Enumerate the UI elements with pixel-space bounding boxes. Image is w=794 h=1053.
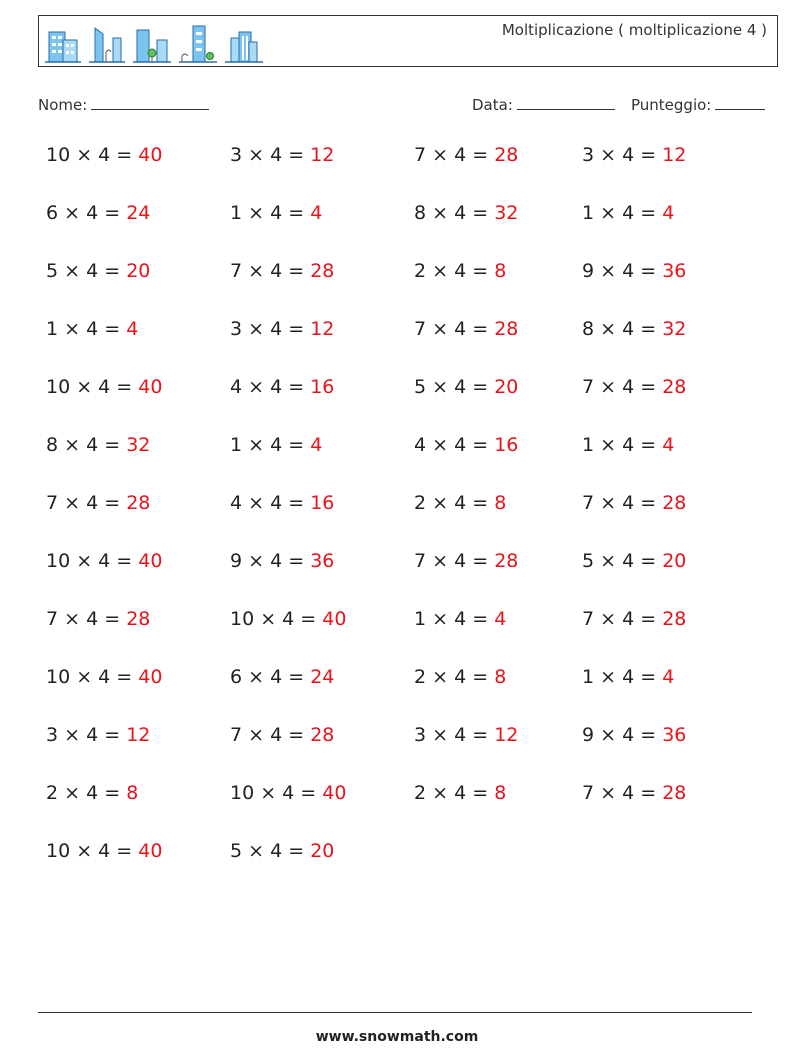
problem-answer: 28 xyxy=(310,724,335,746)
problem-item xyxy=(230,434,322,456)
problem-question: 7 × 4 = xyxy=(582,376,663,398)
problem-item xyxy=(46,724,150,746)
problem-question: 6 × 4 = xyxy=(46,202,127,224)
date-label: Data: xyxy=(472,96,513,114)
problem-item xyxy=(582,492,686,514)
problem-question: 3 × 4 = xyxy=(230,318,311,340)
problem-question: 4 × 4 = xyxy=(230,376,311,398)
problem-item xyxy=(46,260,150,282)
problem-answer: 28 xyxy=(662,782,687,804)
problem-question: 5 × 4 = xyxy=(414,376,495,398)
worksheet-title: Moltiplicazione ( moltiplicazione 4 ) xyxy=(501,21,767,39)
name-label: Nome: xyxy=(38,96,88,114)
problem-item xyxy=(414,144,518,166)
problem-answer: 28 xyxy=(494,144,519,166)
problem-answer: 16 xyxy=(310,376,335,398)
problem-item xyxy=(230,492,334,514)
problem-answer: 36 xyxy=(662,260,687,282)
problem-answer: 12 xyxy=(494,724,519,746)
problem-answer: 28 xyxy=(662,492,687,514)
problem-item xyxy=(46,782,138,804)
problem-item xyxy=(414,666,506,688)
problem-item xyxy=(230,144,334,166)
problem-question: 9 × 4 = xyxy=(230,550,311,572)
problem-question: 8 × 4 = xyxy=(414,202,495,224)
problem-question: 2 × 4 = xyxy=(414,260,495,282)
problem-question: 3 × 4 = xyxy=(230,144,311,166)
problem-question: 7 × 4 = xyxy=(414,318,495,340)
problem-question: 7 × 4 = xyxy=(414,144,495,166)
problem-answer: 8 xyxy=(126,782,139,804)
problem-question: 7 × 4 = xyxy=(414,550,495,572)
tower-tree-icon xyxy=(133,24,171,64)
building-icon xyxy=(45,24,81,64)
problem-question: 7 × 4 = xyxy=(582,492,663,514)
problem-item xyxy=(582,724,686,746)
problem-answer: 16 xyxy=(310,492,335,514)
problem-answer: 28 xyxy=(126,608,151,630)
problem-answer: 28 xyxy=(310,260,335,282)
problem-item xyxy=(582,318,686,340)
problem-item xyxy=(414,202,518,224)
problem-answer: 36 xyxy=(662,724,687,746)
problem-question: 7 × 4 = xyxy=(230,724,311,746)
problem-question: 1 × 4 = xyxy=(46,318,127,340)
problem-question: 5 × 4 = xyxy=(230,840,311,862)
problem-item xyxy=(582,376,686,398)
problem-answer: 28 xyxy=(494,318,519,340)
problem-answer: 16 xyxy=(494,434,519,456)
problem-question: 7 × 4 = xyxy=(582,782,663,804)
problem-item xyxy=(414,492,506,514)
problem-answer: 40 xyxy=(322,782,347,804)
problem-question: 3 × 4 = xyxy=(582,144,663,166)
footer-divider xyxy=(38,1012,752,1013)
problem-answer: 4 xyxy=(310,434,323,456)
problem-item xyxy=(582,260,686,282)
problem-item xyxy=(414,608,506,630)
problem-question: 10 × 4 = xyxy=(46,550,139,572)
problem-item xyxy=(230,318,334,340)
problem-question: 6 × 4 = xyxy=(230,666,311,688)
problem-item xyxy=(414,434,518,456)
problem-item xyxy=(46,318,138,340)
problem-answer: 28 xyxy=(494,550,519,572)
problem-question: 2 × 4 = xyxy=(414,492,495,514)
problem-item xyxy=(46,434,150,456)
problem-question: 2 × 4 = xyxy=(414,782,495,804)
problem-question: 1 × 4 = xyxy=(582,666,663,688)
problem-answer: 8 xyxy=(494,260,507,282)
problem-answer: 40 xyxy=(138,376,163,398)
problem-answer: 12 xyxy=(310,144,335,166)
problem-item xyxy=(582,202,674,224)
problem-item xyxy=(46,550,162,572)
problem-question: 10 × 4 = xyxy=(230,782,323,804)
header-box xyxy=(38,15,778,67)
problem-question: 3 × 4 = xyxy=(414,724,495,746)
problem-question: 4 × 4 = xyxy=(230,492,311,514)
problem-question: 7 × 4 = xyxy=(582,608,663,630)
problem-item xyxy=(582,550,686,572)
tall-building-tree-icon xyxy=(179,24,217,64)
problem-item xyxy=(414,724,518,746)
problem-answer: 24 xyxy=(310,666,335,688)
problem-item xyxy=(230,608,346,630)
problem-question: 10 × 4 = xyxy=(46,840,139,862)
problem-item xyxy=(582,608,686,630)
problem-answer: 36 xyxy=(310,550,335,572)
problem-item xyxy=(46,608,150,630)
problem-question: 7 × 4 = xyxy=(46,492,127,514)
problem-answer: 4 xyxy=(662,666,675,688)
date-field xyxy=(472,94,615,114)
problem-question: 1 × 4 = xyxy=(582,434,663,456)
problem-answer: 40 xyxy=(138,840,163,862)
problem-item xyxy=(230,724,334,746)
problem-answer: 12 xyxy=(310,318,335,340)
problem-item xyxy=(230,550,334,572)
problem-item xyxy=(582,144,686,166)
problem-item xyxy=(46,144,162,166)
problem-answer: 4 xyxy=(662,202,675,224)
problem-answer: 8 xyxy=(494,666,507,688)
problem-item xyxy=(414,260,506,282)
skyscraper-icon xyxy=(89,24,125,64)
problem-answer: 20 xyxy=(662,550,687,572)
problem-answer: 32 xyxy=(126,434,151,456)
problem-item xyxy=(414,550,518,572)
problem-item xyxy=(230,202,322,224)
problem-answer: 28 xyxy=(126,492,151,514)
problem-item xyxy=(230,376,334,398)
problem-question: 10 × 4 = xyxy=(46,144,139,166)
problem-question: 5 × 4 = xyxy=(46,260,127,282)
problem-item xyxy=(414,782,506,804)
name-blank[interactable] xyxy=(91,94,209,110)
problem-answer: 40 xyxy=(138,550,163,572)
problem-answer: 20 xyxy=(310,840,335,862)
problem-answer: 32 xyxy=(662,318,687,340)
problem-question: 8 × 4 = xyxy=(582,318,663,340)
problem-question: 5 × 4 = xyxy=(582,550,663,572)
problem-item xyxy=(582,782,686,804)
problem-answer: 20 xyxy=(126,260,151,282)
problem-question: 1 × 4 = xyxy=(414,608,495,630)
problem-question: 2 × 4 = xyxy=(414,666,495,688)
score-field xyxy=(631,94,765,114)
problem-question: 10 × 4 = xyxy=(46,376,139,398)
problem-item xyxy=(414,318,518,340)
problem-answer: 40 xyxy=(138,666,163,688)
problem-answer: 24 xyxy=(126,202,151,224)
problem-answer: 4 xyxy=(494,608,507,630)
problem-question: 8 × 4 = xyxy=(46,434,127,456)
problem-question: 10 × 4 = xyxy=(46,666,139,688)
problem-question: 3 × 4 = xyxy=(46,724,127,746)
problem-answer: 40 xyxy=(138,144,163,166)
problem-question: 7 × 4 = xyxy=(46,608,127,630)
problem-answer: 12 xyxy=(126,724,151,746)
name-field xyxy=(38,94,209,114)
problem-item xyxy=(230,840,334,862)
footer-url: www.snowmath.com xyxy=(315,1029,479,1045)
problem-answer: 32 xyxy=(494,202,519,224)
problem-item xyxy=(582,666,674,688)
problem-answer: 28 xyxy=(662,376,687,398)
office-building-icon xyxy=(225,24,263,64)
score-blank[interactable] xyxy=(715,94,765,110)
header-icons xyxy=(45,22,263,64)
date-blank[interactable] xyxy=(517,94,615,110)
problem-question: 9 × 4 = xyxy=(582,260,663,282)
problem-question: 10 × 4 = xyxy=(230,608,323,630)
problem-answer: 4 xyxy=(126,318,139,340)
problem-answer: 4 xyxy=(310,202,323,224)
problem-item xyxy=(46,666,162,688)
problem-item xyxy=(230,260,334,282)
problem-question: 1 × 4 = xyxy=(230,434,311,456)
problem-answer: 20 xyxy=(494,376,519,398)
problem-item xyxy=(46,492,150,514)
problem-question: 7 × 4 = xyxy=(230,260,311,282)
problem-item xyxy=(230,782,346,804)
problem-item xyxy=(582,434,674,456)
problem-question: 1 × 4 = xyxy=(582,202,663,224)
problem-question: 4 × 4 = xyxy=(414,434,495,456)
problem-answer: 8 xyxy=(494,492,507,514)
problem-answer: 12 xyxy=(662,144,687,166)
problem-item xyxy=(230,666,334,688)
problem-item xyxy=(46,840,162,862)
problem-item xyxy=(414,376,518,398)
problem-item xyxy=(46,376,162,398)
problem-answer: 8 xyxy=(494,782,507,804)
problem-question: 1 × 4 = xyxy=(230,202,311,224)
problem-question: 9 × 4 = xyxy=(582,724,663,746)
problem-item xyxy=(46,202,150,224)
problem-question: 2 × 4 = xyxy=(46,782,127,804)
problem-answer: 28 xyxy=(662,608,687,630)
problem-answer: 40 xyxy=(322,608,347,630)
problem-answer: 4 xyxy=(662,434,675,456)
score-label: Punteggio: xyxy=(631,96,712,114)
